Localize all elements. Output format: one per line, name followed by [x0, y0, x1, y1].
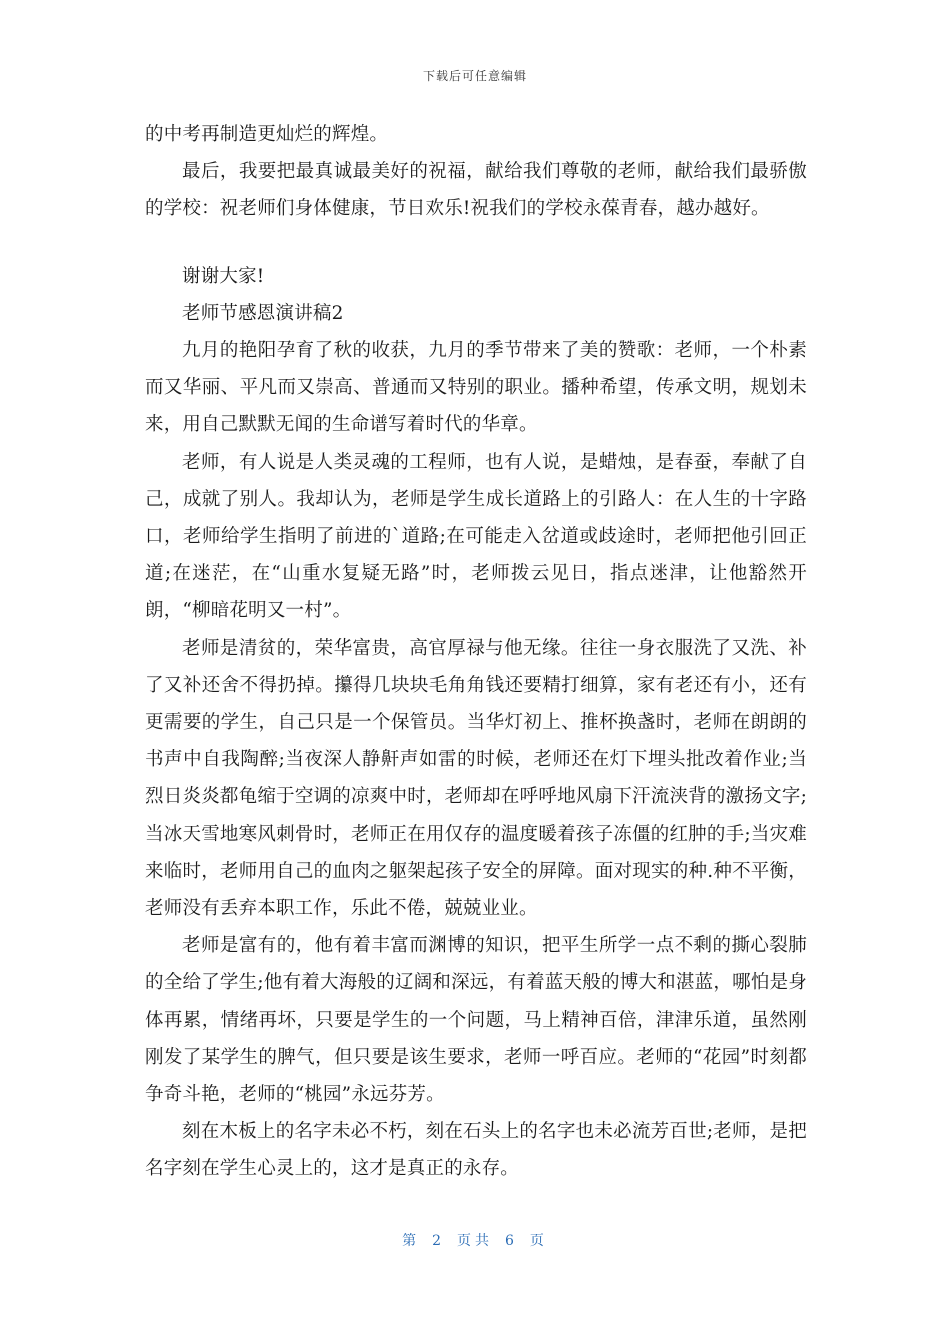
footer-total-pages: 6: [505, 1233, 518, 1249]
paragraph-poor: 老师是清贫的，荣华富贵，高官厚禄与他无缘。往往一身衣服洗了又洗、补了又补还舍不得扔掉。攥得几块块毛角角钱还要精打细算，家有老还有小，还有更需要的学生，自己只是一个保管员。当华灯初上、推杯换盏时，老师在朗朗的书声中自我陶醉;当夜深人静鼾声如雷的时候，老师还在灯下埋头批改着作业;当烈日炎炎都龟缩于空调的凉爽中时，老师却在呼呼地风扇下汗流浃背的激扬文字;当冰天雪地寒风刺骨时，老师正在用仅存的温度暖着孩子冻僵的红肿的手;当灾难来临时，老师用自己的血肉之躯架起孩子安全的屏障。面对现实的种.种不平衡，老师没有丢弃本职工作，乐此不倦，兢兢业业。: [145, 637, 807, 920]
paragraph-closing-wishes: 最后，我要把最真诚最美好的祝福，献给我们尊敬的老师，献给我们最骄傲的学校：祝老师们身体健康，节日欢乐!祝我们的学校永葆青春，越办越好。: [145, 161, 807, 220]
footer-prefix: 第: [402, 1233, 421, 1249]
page-footer: [0, 1230, 950, 1250]
paragraph-guide: 老师，有人说是人类灵魂的工程师，也有人说，是蜡烛，是春蚕，奉献了自己，成就了别人。我却认为，老师是学生成长道路上的引路人：在人生的十字路口，老师给学生指明了前进的`道路;在可能走入岔道或歧途时，老师把他引回正道;在迷茫，在“山重水复疑无路”时，老师拨云见日，指点迷津，让他豁然开朗，“柳暗花明又一村”。: [145, 451, 807, 622]
footer-current-page: 2: [432, 1233, 445, 1249]
paragraph-thanks: 谢谢大家!: [182, 265, 265, 287]
footer-middle: 页共: [457, 1233, 493, 1249]
section-title: 老师节感恩演讲稿2: [182, 302, 344, 324]
document-body: [145, 116, 807, 1188]
paragraph-rich: 老师是富有的，他有着丰富而渊博的知识，把平生所学一点不剩的撕心裂肺的全给了学生;他有着大海般的辽阔和深远，有着蓝天般的博大和湛蓝，哪怕是身体再累，情绪再坏，只要是学生的一个问题，马上精神百倍，津津乐道，虽然刚刚发了某学生的脾气，但只要是该生要求，老师一呼百应。老师的“花园”时刻都争奇斗艳，老师的“桃园”永远芬芳。: [145, 935, 807, 1106]
paragraph-continuation: 的中考再制造更灿烂的辉煌。: [145, 124, 389, 145]
page-header: 下载后可任意编辑: [422, 69, 527, 83]
paragraph-september: 九月的艳阳孕育了秋的收获，九月的季节带来了美的赞歌：老师，一个朴素而又华丽、平凡而又崇高、普通而又特别的职业。播种希望，传承文明，规划未来，用自己默默无闻的生命谱写着时代的华章。: [145, 340, 807, 436]
paragraph-eternal: 刻在木板上的名字未必不朽，刻在石头上的名字也未必流芳百世;老师，是把名字刻在学生心灵上的，这才是真正的永存。: [145, 1121, 807, 1180]
paragraph-gap: [145, 228, 807, 258]
footer-suffix: 页: [529, 1233, 548, 1249]
